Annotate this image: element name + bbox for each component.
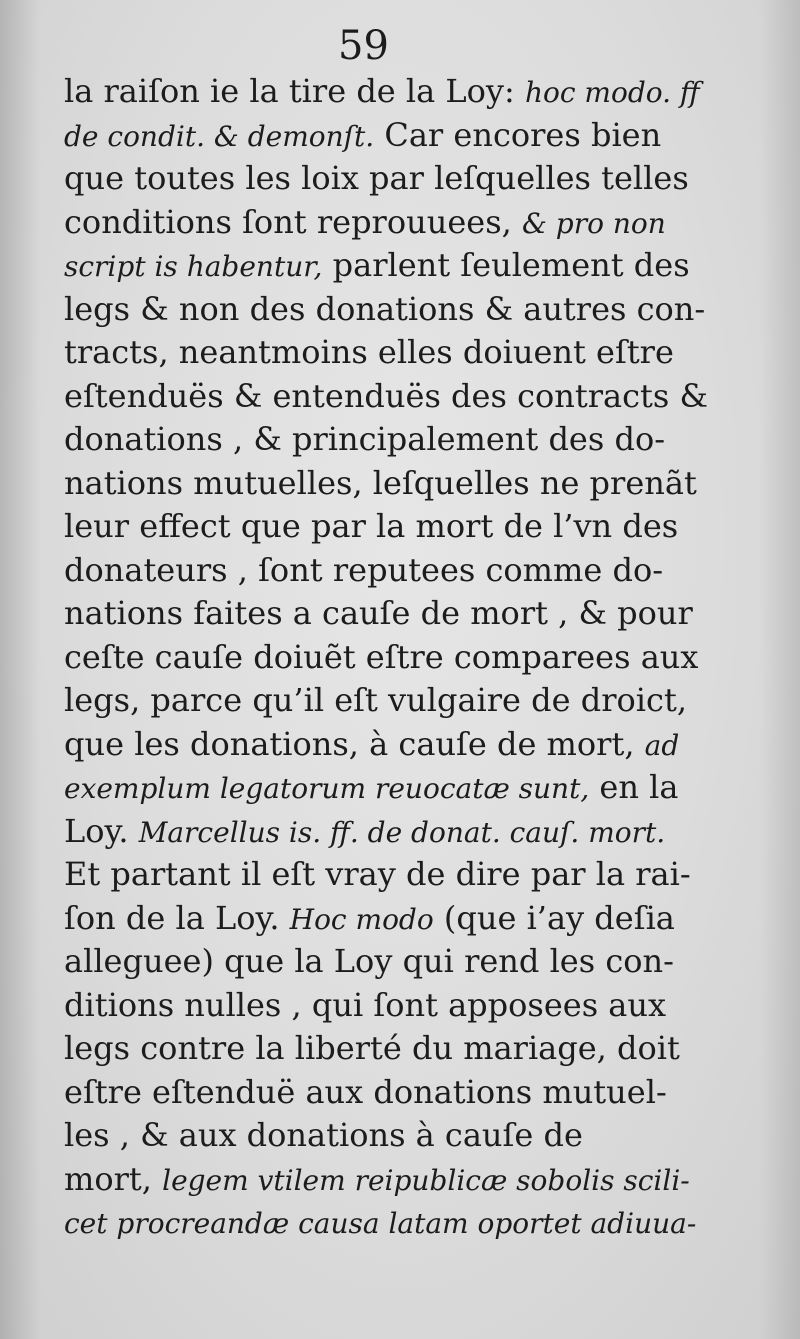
text-segment: donations , & principalement des do- (64, 420, 666, 458)
text-segment: alleguee) que la Loy qui rend les con- (64, 942, 674, 980)
text-line (64, 418, 714, 462)
text-segment: en la (589, 768, 679, 806)
text-segment: mort, (64, 1159, 163, 1198)
text-segment: ceſte cauſe doiuẽt eſtre comparees aux (64, 637, 699, 676)
text-segment: la raiſon ie la tire de la Loy: (64, 72, 525, 110)
text-segment: ditions nulles , qui ſont apposees aux (64, 985, 667, 1024)
text-line (64, 288, 714, 332)
italic-latin-phrase: Marcellus is. ff. de donat. cauſ. mort. (138, 815, 666, 849)
text-segment: eſtre eſtenduë aux donations mutuel- (64, 1072, 667, 1111)
text-segment: que toutes les loix par leſquelles telles (64, 159, 689, 197)
text-line (64, 114, 714, 158)
italic-latin-phrase: Hoc modo (289, 902, 434, 936)
text-line (64, 1158, 714, 1202)
italic-latin-phrase: exemplum legatorum reuocatæ sunt, (64, 772, 590, 805)
text-line (64, 984, 714, 1028)
text-line (64, 1201, 714, 1245)
text-line (64, 766, 714, 810)
text-line (64, 505, 714, 549)
text-line (64, 1114, 714, 1158)
text-segment: Loy. (64, 811, 139, 850)
text-line (64, 897, 714, 941)
page-number: 59 (338, 23, 389, 69)
text-segment: parlent ſeulement des (322, 246, 690, 284)
italic-latin-phrase: & pro non (521, 206, 666, 240)
text-line (64, 679, 714, 723)
text-segment: Et partant il eſt vray de dire par la rai- (64, 855, 691, 893)
text-segment: nations faites a cauſe de mort , & pour (64, 594, 693, 632)
italic-latin-phrase: hoc modo. ff (524, 76, 700, 109)
text-line (64, 462, 714, 506)
text-line (64, 723, 714, 767)
text-segment: Car encores bien (374, 115, 662, 154)
text-segment: donateurs , ſont reputees comme do- (64, 550, 664, 589)
italic-latin-phrase: script is habentur, (64, 250, 323, 283)
text-line (64, 1071, 714, 1115)
text-segment: legs contre la liberté du mariage, doit (64, 1029, 680, 1067)
italic-latin-phrase: de condit. & demonſt. (64, 119, 375, 153)
text-segment: les , & aux donations à cauſe de (64, 1116, 583, 1154)
text-segment: que les donations, à cauſe de mort, (64, 724, 645, 763)
text-segment: legs & non des donations & autres con- (64, 289, 706, 328)
text-segment: conditions ſont reprouuees, (64, 202, 522, 241)
text-line (64, 549, 714, 593)
italic-latin-phrase: legem vtilem reipublicæ sobolis scili- (162, 1163, 690, 1197)
text-segment: leur effect que par la mort de l’vn des (64, 507, 679, 545)
italic-latin-phrase: ad (644, 728, 680, 762)
text-line (64, 331, 714, 375)
text-line (64, 940, 714, 984)
right-page-shadow (760, 0, 800, 1339)
text-segment: (que i’ay deſia (433, 898, 675, 937)
text-line (64, 636, 714, 680)
text-line (64, 810, 714, 854)
text-line (64, 244, 714, 288)
body-text (64, 70, 714, 1245)
text-segment: legs, parce qu’il eſt vulgaire de droict, (64, 681, 687, 719)
text-segment: nations mutuelles, leſquelles ne prenãt (64, 463, 697, 502)
text-line (64, 375, 714, 419)
text-line (64, 157, 714, 201)
text-segment: ſon de la Loy. (64, 898, 290, 937)
text-line (64, 1027, 714, 1071)
italic-latin-phrase: cet procreandæ causa latam oportet adiuua- (64, 1207, 697, 1240)
text-line (64, 70, 714, 114)
text-segment: tracts, neantmoins elles doiuent eſtre (64, 333, 674, 371)
text-line (64, 201, 714, 245)
text-segment: eſtenduës & entenduës des contracts & (64, 376, 708, 415)
text-line (64, 592, 714, 636)
text-line (64, 853, 714, 897)
left-page-shadow (0, 0, 40, 1339)
